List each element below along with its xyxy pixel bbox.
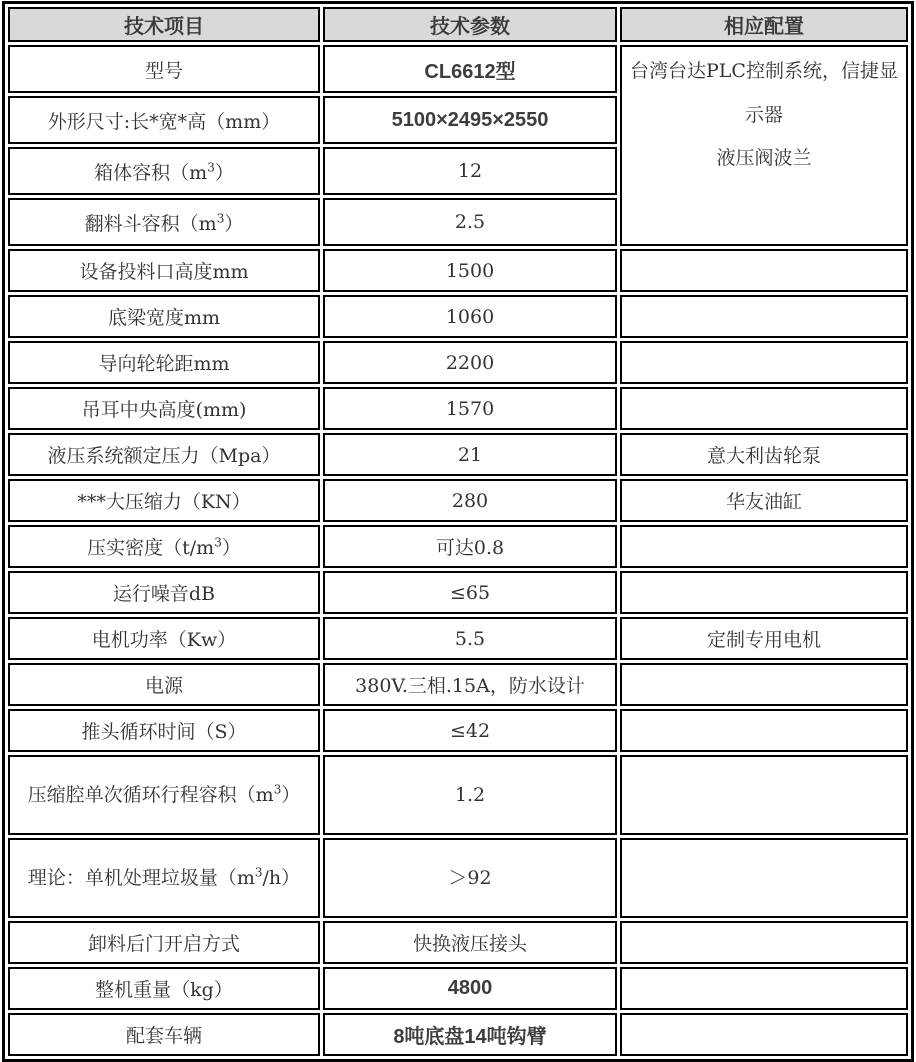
table-row — [8, 341, 908, 384]
table-row — [8, 571, 908, 614]
spec-item-cell: 推头循环时间（S） — [8, 709, 320, 752]
table-row — [8, 1013, 908, 1056]
spec-config-cell: 意大利齿轮泵 — [620, 433, 908, 476]
spec-config-cell — [620, 663, 908, 706]
spec-config-cell: 定制专用电机 — [620, 617, 908, 660]
header-cell-value: 技术参数 — [323, 7, 617, 42]
spec-config-cell — [620, 341, 908, 384]
table-row — [8, 838, 908, 918]
spec-item-cell: 型号 — [8, 45, 320, 93]
spec-value-cell: 2200 — [323, 341, 617, 384]
table-row — [8, 617, 908, 660]
table-row — [8, 387, 908, 430]
spec-value-cell: 12 — [323, 147, 617, 195]
spec-item-cell: 电机功率（Kw） — [8, 617, 320, 660]
spec-value-cell: 1060 — [323, 295, 617, 338]
spec-config-cell — [620, 1013, 908, 1056]
spec-value-cell: 1500 — [323, 249, 617, 292]
spec-value-cell: 21 — [323, 433, 617, 476]
spec-config-cell — [620, 387, 908, 430]
spec-value-cell: 4800 — [323, 967, 617, 1010]
spec-config-cell — [620, 525, 908, 568]
spec-item-cell: 压实密度$(t/m^3)$ — [8, 525, 320, 568]
table-row — [8, 967, 908, 1010]
header-cell-config: 相应配置 — [620, 7, 908, 42]
config-line: 台湾台达PLC控制系统，信捷显示器 — [630, 60, 898, 126]
spec-item-cell: 压缩腔单次循环行程容积$(m^3)$ — [8, 755, 320, 835]
table-row — [8, 249, 908, 292]
table-row — [8, 479, 908, 522]
page — [0, 1, 916, 1048]
spec-config-cell — [620, 838, 908, 918]
spec-value-cell: 1.2 — [323, 755, 617, 835]
spec-item-cell: 卸料后门开启方式 — [8, 921, 320, 964]
spec-value-cell: ＞92 — [323, 838, 617, 918]
spec-value-cell: ≤65 — [323, 571, 617, 614]
spec-value-cell: 快换液压接头 — [323, 921, 617, 964]
spec-config-cell — [620, 709, 908, 752]
spec-config-cell: 华友油缸 — [620, 479, 908, 522]
spec-item-cell: 箱体容积$(m^3)$ — [8, 147, 320, 195]
spec-item-cell: 底梁宽度mm — [8, 295, 320, 338]
spec-item-cell: 整机重量（kg） — [8, 967, 320, 1010]
table-row — [8, 525, 908, 568]
spec-item-cell: ***大压缩力（KN） — [8, 479, 320, 522]
spec-config-cell-merged — [620, 45, 908, 246]
spec-item-cell: 配套车辆 — [8, 1013, 320, 1056]
table-row — [8, 45, 908, 93]
spec-item-cell: 吊耳中央高度(mm) — [8, 387, 320, 430]
table-row — [8, 433, 908, 476]
spec-value-cell: ≤42 — [323, 709, 617, 752]
spec-value-cell: 380V.三相.15A，防水设计 — [323, 663, 617, 706]
spec-value-cell: 2.5 — [323, 198, 617, 246]
spec-config-cell — [620, 921, 908, 964]
config-line: 液压阀波兰 — [716, 147, 812, 170]
spec-config-cell — [620, 249, 908, 292]
spec-item-cell: 理论：单机处理垃圾量$(m^3/h)$ — [8, 838, 320, 918]
table-header-row — [8, 7, 908, 42]
table-row — [8, 663, 908, 706]
spec-value-cell: 5.5 — [323, 617, 617, 660]
spec-item-cell: 导向轮轮距mm — [8, 341, 320, 384]
spec-config-cell — [620, 755, 908, 835]
spec-value-cell: 280 — [323, 479, 617, 522]
spec-item-cell: 设备投料口高度mm — [8, 249, 320, 292]
spec-item-cell: 液压系统额定压力（Mpa） — [8, 433, 320, 476]
spec-item-cell: 运行噪音dB — [8, 571, 320, 614]
spec-item-cell: 翻料斗容积$(m^3)$ — [8, 198, 320, 246]
spec-config-cell — [620, 571, 908, 614]
spec-value-cell: 可达0.8 — [323, 525, 617, 568]
spec-table — [2, 1, 914, 1062]
table-row — [8, 921, 908, 964]
spec-item-cell: 电源 — [8, 663, 320, 706]
spec-item-cell: 外形尺寸:长*宽*高（mm） — [8, 96, 320, 144]
table-row — [8, 709, 908, 752]
spec-config-cell — [620, 295, 908, 338]
spec-value-cell: 1570 — [323, 387, 617, 430]
spec-value-cell: 5100×2495×2550 — [323, 96, 617, 144]
spec-value-cell: CL6612型 — [323, 45, 617, 93]
header-cell-item: 技术项目 — [8, 7, 320, 42]
table-row — [8, 295, 908, 338]
table-row — [8, 755, 908, 835]
spec-value-cell: 8吨底盘14吨钩臂 — [323, 1013, 617, 1056]
spec-config-cell — [620, 967, 908, 1010]
